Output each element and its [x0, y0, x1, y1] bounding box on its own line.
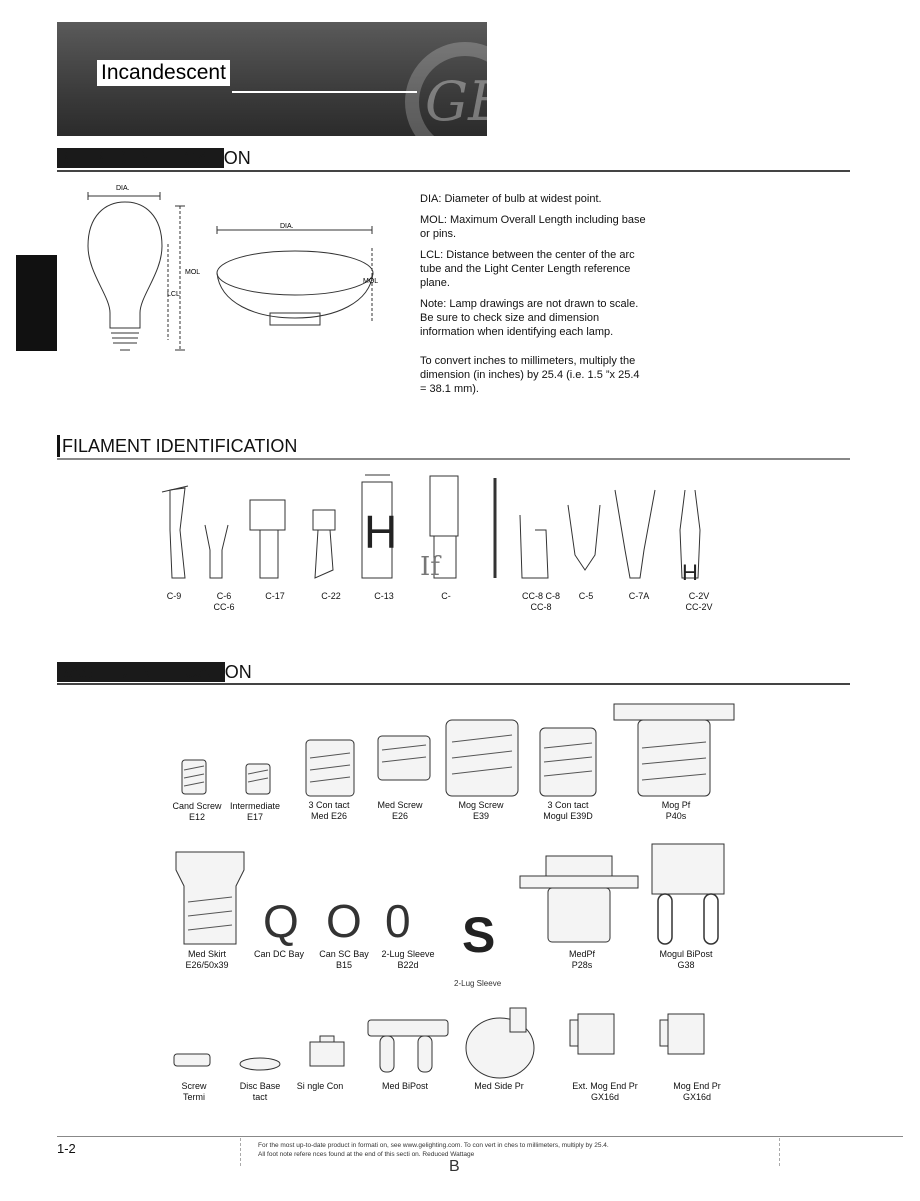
filament-section-rule — [57, 458, 850, 460]
base-row2-drawings — [160, 840, 740, 948]
filament-label: C-17 — [265, 591, 285, 601]
filament-label: C-5 — [578, 591, 594, 601]
base-label: Med Side Pr — [474, 1081, 524, 1091]
footer-line1: For the most up-to-date product in formati on, see www.gelighting.com. To con vert in ches to millimeters, multiply by 25.4. — [258, 1142, 609, 1149]
base-glyph-s: S — [462, 907, 496, 963]
side-tab — [16, 255, 57, 351]
base-label: Screw Termi — [181, 1081, 207, 1102]
filament-glyph-h1: H — [364, 506, 398, 558]
bulb-diagram — [80, 178, 400, 358]
conversion-note: To convert inches to millimeters, multiply the dimension (in inches) by 25.4 (i.e. 1.5 ”x 25.4 = 38.1 mm). — [420, 355, 640, 395]
filament-label: CC-8 C-8 CC-8 — [521, 591, 560, 612]
base-label: Si ngle Con — [296, 1081, 344, 1091]
base-heading-dark: BASE IDENTIFICATI — [57, 662, 225, 682]
ge-logo-text: GE — [425, 70, 508, 133]
filament-label: C-9 — [166, 591, 182, 601]
base-label: Mog Screw E39 — [458, 800, 504, 821]
filament-label: C-2V CC-2V — [685, 591, 713, 612]
bulb-lcl-label: LCL — [167, 291, 180, 298]
par-dia-label: DIA. — [280, 223, 294, 230]
bulb-dia-label: DIA. — [116, 185, 130, 192]
def-dia: DIA: Diameter of bulb at widest point. — [420, 193, 602, 205]
base-label: 2-Lug Sleeve B22d — [381, 949, 435, 970]
bulb-heading-dark: BULB IDENTIFICATI — [57, 148, 224, 168]
base-glyph-o: O — [326, 895, 362, 947]
base-row3-drawings — [160, 990, 740, 1078]
base-heading-light: ON — [224, 662, 252, 682]
definitions — [420, 192, 648, 346]
footer-mark: B — [449, 1158, 460, 1175]
base-glyph-zero: 0 — [385, 895, 411, 947]
base-label: Mog End Pr GX16d — [673, 1081, 721, 1102]
footer-rule — [57, 1136, 903, 1137]
base-label: Disc Base tact — [239, 1081, 281, 1102]
def-mol: MOL: Maximum Overall Length including base or pins. — [420, 214, 646, 240]
filament-label: C-6 CC-6 — [213, 591, 235, 612]
filament-label: C-22 — [321, 591, 341, 601]
footer-line2: All foot note refere nces found at the end of this secti on. Reduced Wattage — [258, 1151, 475, 1158]
header-banner — [57, 22, 508, 136]
base-section-heading — [57, 661, 252, 683]
page-number: 1-2 — [57, 1141, 76, 1156]
filament-section-heading: FILAMENT IDENTIFICATION — [57, 435, 297, 457]
base-label: Mog Pf P40s — [661, 800, 691, 821]
page-title: Incandescent — [97, 60, 230, 86]
conversion-note-block — [420, 354, 648, 403]
def-lcl: LCL: Distance between the center of the arc tube and the Light Center Length reference plane. — [420, 249, 635, 289]
base-label: Mogul BiPost G38 — [659, 949, 713, 970]
base-label: Can SC Bay B15 — [319, 949, 369, 970]
base-glyph-q: Q — [263, 895, 299, 947]
filament-drawings — [150, 470, 730, 585]
base-label: Cand Screw E12 — [172, 801, 222, 822]
base-label: 3 Con tact Med E26 — [308, 800, 350, 821]
par-mol-label: MOL — [363, 278, 379, 285]
base-section-rule — [57, 683, 850, 685]
filament-label: C- — [441, 591, 451, 601]
filament-label: C-7A — [628, 591, 650, 601]
footer-notes — [258, 1141, 768, 1159]
base-label: Med Skirt E26/50x39 — [185, 949, 229, 970]
filament-label: C-13 — [374, 591, 394, 601]
filament-glyph-if: If — [420, 552, 440, 582]
base-label: 3 Con tact Mogul E39D — [543, 800, 593, 821]
header-rule — [232, 91, 417, 93]
base-label: Can DC Bay — [253, 949, 305, 959]
bulb-heading-light: ON — [223, 148, 251, 168]
bulb-section-rule — [57, 170, 850, 172]
base-row1-drawings — [160, 698, 740, 802]
base-label: MedPf P28s — [568, 949, 595, 970]
def-note: Note: Lamp drawings are not drawn to scale. Be sure to check size and dimension information when identifying each lamp. — [420, 298, 639, 338]
base-label: Intermediate E17 — [229, 801, 281, 822]
bulb-section-heading — [57, 147, 251, 169]
filament-glyph-h2: H — [682, 560, 698, 585]
base-clipped-caption: 2-Lug Sleeve — [454, 979, 502, 988]
base-label: Med Screw E26 — [377, 800, 423, 821]
base-label: Med BiPost — [381, 1081, 429, 1091]
bulb-mol-label: MOL — [185, 269, 201, 276]
base-label: Ext. Mog End Pr GX16d — [572, 1081, 638, 1102]
